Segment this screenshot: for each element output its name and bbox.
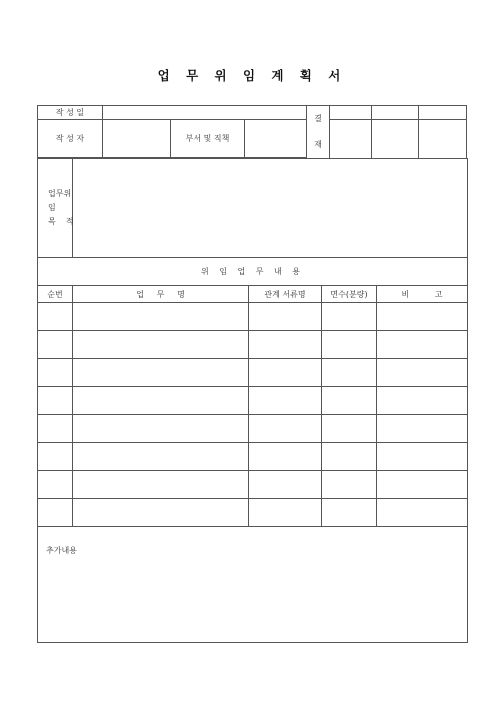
table-row [38, 471, 468, 499]
col-header-remarks: 비 고 [377, 286, 468, 303]
approval-sign-3[interactable] [419, 120, 467, 159]
cell-related-docs[interactable] [249, 331, 322, 359]
cell-remarks[interactable] [377, 443, 468, 471]
written-date-label: 작 성 일 [38, 106, 103, 120]
approval-sign-2[interactable] [372, 120, 419, 159]
cell-remarks[interactable] [377, 415, 468, 443]
cell-pages[interactable] [322, 387, 377, 415]
dept-position-label: 부서 및 직책 [171, 120, 245, 158]
approval-label-bottom: 재 [314, 140, 322, 149]
additional-notes-label: 추가내용 [46, 546, 77, 555]
col-header-number: 순번 [38, 286, 73, 303]
col-header-related-docs: 관계 서류명 [249, 286, 322, 303]
cell-remarks[interactable] [377, 471, 468, 499]
approval-sign-1[interactable] [330, 120, 372, 159]
cell-related-docs[interactable] [249, 471, 322, 499]
cell-number[interactable] [38, 499, 73, 527]
section-title: 위 임 업 무 내 용 [38, 258, 468, 286]
cell-pages[interactable] [322, 471, 377, 499]
purpose-field[interactable] [73, 159, 468, 258]
additional-notes-field[interactable] [38, 527, 468, 643]
cell-related-docs[interactable] [249, 387, 322, 415]
cell-task-name[interactable] [73, 359, 249, 387]
cell-number[interactable] [38, 471, 73, 499]
cell-related-docs[interactable] [249, 443, 322, 471]
writer-label: 작 성 자 [38, 120, 103, 158]
approval-label [307, 106, 330, 159]
cell-task-name[interactable] [73, 387, 249, 415]
table-row [38, 359, 468, 387]
cell-related-docs[interactable] [249, 499, 322, 527]
col-header-task-name: 업 무 명 [73, 286, 249, 303]
cell-task-name[interactable] [73, 443, 249, 471]
writer-field[interactable] [103, 120, 171, 158]
cell-task-name[interactable] [73, 499, 249, 527]
cell-number[interactable] [38, 415, 73, 443]
cell-task-name[interactable] [73, 471, 249, 499]
cell-pages[interactable] [322, 415, 377, 443]
cell-related-docs[interactable] [249, 359, 322, 387]
cell-remarks[interactable] [377, 331, 468, 359]
cell-remarks[interactable] [377, 387, 468, 415]
purpose-label [38, 159, 73, 258]
table-row [38, 331, 468, 359]
cell-number[interactable] [38, 303, 73, 331]
cell-pages[interactable] [322, 499, 377, 527]
cell-number[interactable] [38, 443, 73, 471]
cell-pages[interactable] [322, 331, 377, 359]
dept-position-field[interactable] [245, 120, 307, 158]
cell-number[interactable] [38, 359, 73, 387]
cell-pages[interactable] [322, 443, 377, 471]
cell-related-docs[interactable] [249, 415, 322, 443]
cell-remarks[interactable] [377, 359, 468, 387]
cell-task-name[interactable] [73, 331, 249, 359]
table-row [38, 443, 468, 471]
cell-task-name[interactable] [73, 303, 249, 331]
cell-pages[interactable] [322, 359, 377, 387]
cell-pages[interactable] [322, 303, 377, 331]
cell-related-docs[interactable] [249, 303, 322, 331]
table-row [38, 303, 468, 331]
cell-remarks[interactable] [377, 303, 468, 331]
document-title: 업 무 위 임 계 획 서 [157, 68, 347, 83]
table-row [38, 499, 468, 527]
written-date-field[interactable] [103, 106, 307, 120]
purpose-label-line1: 업무위임 [48, 189, 72, 212]
table-row [38, 387, 468, 415]
approval-head-3[interactable] [419, 106, 467, 120]
approval-head-2[interactable] [372, 106, 419, 120]
delegation-table [37, 158, 468, 643]
cell-task-name[interactable] [73, 415, 249, 443]
cell-number[interactable] [38, 387, 73, 415]
approval-head-1[interactable] [330, 106, 372, 120]
column-header-row [38, 286, 468, 303]
table-row [38, 415, 468, 443]
cell-remarks[interactable] [377, 499, 468, 527]
col-header-pages: 면수(분량) [322, 286, 377, 303]
purpose-label-line2: 목 적 [48, 217, 74, 226]
cell-number[interactable] [38, 331, 73, 359]
header-table [37, 105, 467, 159]
approval-label-top: 결 [314, 114, 322, 123]
